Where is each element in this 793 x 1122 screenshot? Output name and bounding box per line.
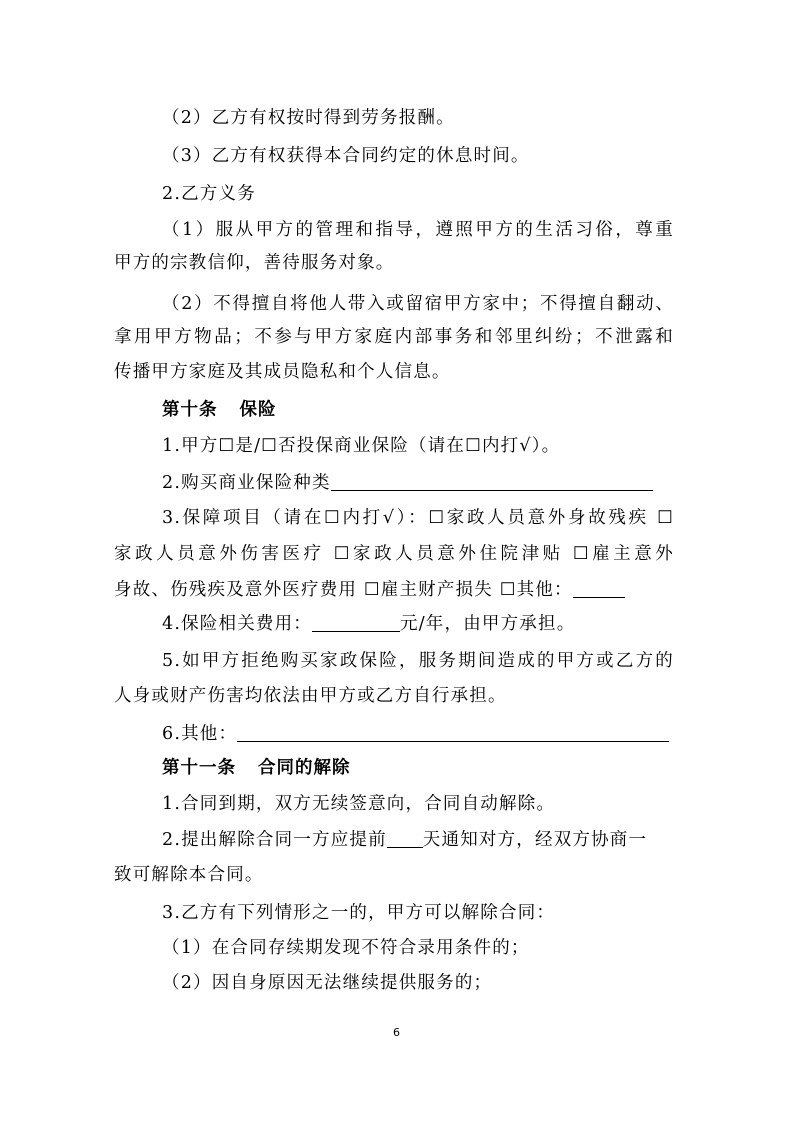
termination-item-3-1: （1）在合同存续期发现不符合录用条件的； [162, 938, 530, 958]
insurance-other-blank[interactable] [573, 578, 625, 598]
insurance-item-3-line3 [114, 576, 674, 604]
clause-obligation-2-line1: （2）不得擅自将他人带入或留宿甲方家中；不得擅自翻动、 [162, 294, 674, 314]
article-10-number: 第十条 [162, 400, 218, 420]
insurance-item-3-line1: 3.保障项目（请在☐内打√）：☐家政人员意外身故残疾 ☐ [162, 508, 674, 528]
termination-item-1: 1.合同到期，双方无续签意向，合同自动解除。 [162, 794, 556, 814]
clause-obligation-2-line2: 拿用甲方物品；不参与甲方家庭内部事务和邻里纠纷；不泄露和 [114, 327, 674, 347]
article-10-heading [162, 396, 674, 424]
insurance-item-6-blank[interactable] [237, 722, 669, 742]
insurance-other-label: 6.其他： [162, 724, 238, 744]
insurance-type-label: 2.购买商业保险种类 [162, 473, 331, 493]
insurance-item-2 [162, 469, 674, 497]
termination-notice-days-blank[interactable] [387, 828, 423, 848]
article-10-title: 保险 [239, 400, 277, 420]
termination-item-2-line2: 致可解除本合同。 [114, 865, 264, 885]
termination-item-3-2: （2）因自身原因无法继续提供服务的； [162, 973, 493, 993]
page-number: 6 [393, 1026, 400, 1039]
insurance-item-5-line1: 5.如甲方拒绝购买家政保险，服务期间造成的甲方或乙方的 [162, 651, 674, 671]
clause-b3-right-to-rest: （3）乙方有权获得本合同约定的休息时间。 [162, 146, 530, 166]
insurance-fee-unit: 元/年，由甲方承担。 [400, 614, 576, 634]
insurance-item-1: 1.甲方☐是/☐否投保商业保险（请在☐内打√）。 [162, 436, 561, 456]
insurance-fee-blank[interactable] [312, 612, 400, 632]
clause-obligation-2-line3: 传播甲方家庭及其成员隐私和个人信息。 [114, 362, 451, 382]
insurance-item-3-line3-text: 身故、伤残疾及意外医疗费用 ☐雇主财产损失 ☐其他： [114, 580, 573, 600]
termination-notice-label: 2.提出解除合同一方应提前 [162, 830, 387, 850]
insurance-item-4 [162, 610, 674, 638]
termination-notice-tail: 天通知对方，经双方协商一 [422, 830, 648, 850]
article-11-title: 合同的解除 [258, 758, 351, 778]
termination-item-3: 3.乙方有下列情形之一的，甲方可以解除合同： [162, 903, 556, 923]
clause-obligation-1-line2: 甲方的宗教信仰，善待服务对象。 [114, 253, 395, 273]
article-11-number: 第十一条 [162, 758, 236, 778]
section-b-obligations-heading: 2.乙方义务 [162, 184, 256, 204]
insurance-item-6 [162, 720, 674, 748]
termination-item-2-line1 [162, 826, 674, 854]
article-11-heading [162, 754, 674, 782]
clause-b2-right-to-pay: （2）乙方有权按时得到劳务报酬。 [162, 108, 455, 128]
insurance-type-blank[interactable] [331, 471, 653, 491]
clause-obligation-1-line1: （1）服从甲方的管理和指导，遵照甲方的生活习俗，尊重 [162, 220, 674, 240]
insurance-item-3-line2: 家政人员意外伤害医疗 ☐家政人员意外住院津贴 ☐雇主意外 [114, 544, 674, 564]
insurance-item-5-line2: 人身或财产伤害均依法由甲方或乙方自行承担。 [114, 686, 507, 706]
insurance-fee-label: 4.保险相关费用： [162, 614, 312, 634]
